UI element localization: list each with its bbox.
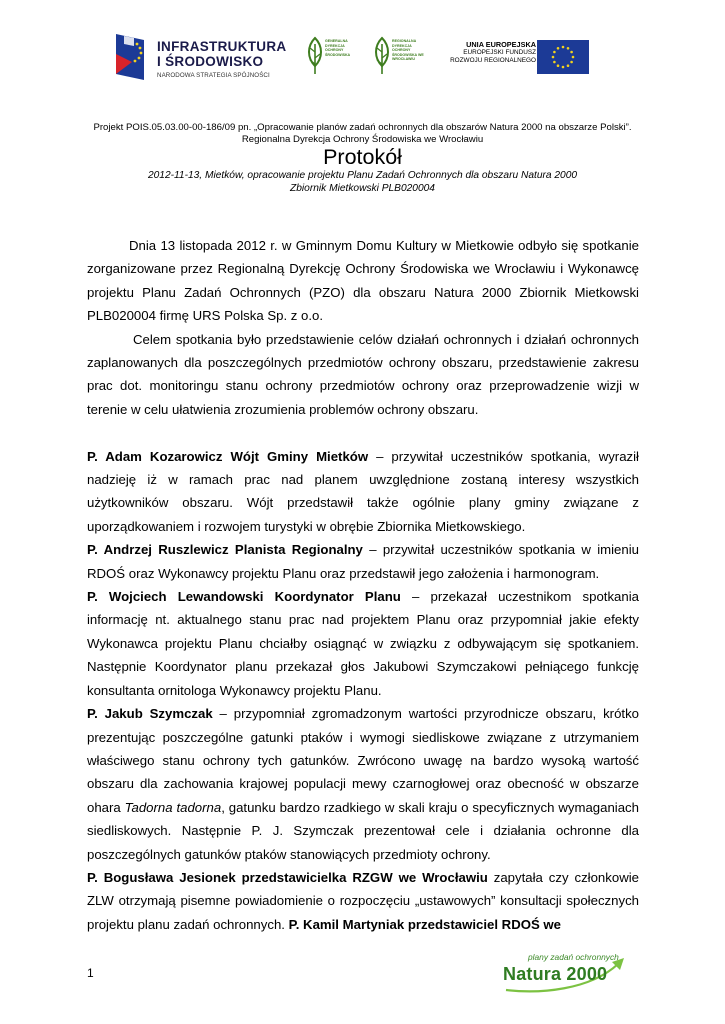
leaf-emblem-icon (305, 36, 325, 76)
speaker-statement: zapytała czy członkowie ZLW otrzymają pisemne powiadomienie o rozpoczęciu „ustawowych” konsultacji społecznych projektu planu zadań ochronnych. (87, 869, 639, 932)
infrastruktura-emblem-icon (112, 32, 148, 82)
eu-fund-line2: ROZWOJU REGIONALNEGO (450, 57, 536, 64)
paragraph-szymczak (87, 702, 639, 866)
strategy-caption: NARODOWA STRATEGIA SPÓJNOŚCI (157, 72, 270, 79)
paragraph-jesionek (87, 866, 639, 936)
eu-title: UNIA EUROPEJSKA (466, 40, 536, 49)
species-name: Tadorna tadorna (124, 799, 222, 815)
rdos-logo (372, 34, 424, 80)
project-header (60, 122, 665, 145)
paragraph-gap (87, 421, 639, 444)
speaker-name: P. Andrzej Ruszlewicz Planista Regionalny (87, 542, 363, 558)
project-line-2: Regionalna Dyrekcja Ochrony Środowiska we Wrocławiu (241, 133, 484, 145)
paragraph-purpose: Celem spotkania było przedstawienie celów działań ochronnych i działań ochronnych zaplanowanych dla poszczególnych przedmiotów ochrony obszaru, przedstawienie zakresu prac dot. monitoringu stanu ochrony przedmiotów ochrony oraz przeprowadzenie wizji w terenie w celu ułatwienia zrozumienia problemów ochrony obszaru. (87, 331, 639, 417)
gdos-logo (305, 34, 357, 80)
natura-2000-wordmark: Natura 2000 (503, 964, 608, 984)
rdos-caption: REGIONALNA DYREKCJA OCHRONY ŚRODOWISKA WE WROCŁAWIU (392, 39, 424, 62)
speaker-statement: – przywitał uczestników spotkania w imieniu RDOŚ oraz Wykonawcy projektu Planu oraz przedstawił jego założenia i harmonogram. (87, 542, 639, 581)
speaker-name: P. Wojciech Lewandowski Koordynator Planu (87, 589, 401, 605)
header-logo-bar (0, 26, 725, 86)
speaker-name: P. Bogusława Jesionek przedstawicielka RZGW we Wrocławiu (87, 869, 488, 885)
paragraph-kozarowicz (87, 445, 639, 539)
speaker-name-next: P. Kamil Martyniak przedstawiciel RDOŚ we (288, 916, 562, 932)
leaf-emblem-icon (372, 36, 392, 76)
speaker-name: P. Adam Kozarowicz Wójt Gminy Mietków (87, 448, 369, 464)
project-line-1: Projekt POIS.05.03.00-00-186/09 pn. „Opracowanie planów zadań ochronnych dla obszarów Natura 2000 na obszarze Polski”. (93, 122, 632, 133)
eu-text-block (440, 40, 536, 65)
srodowisko-title: I ŚRODOWISKO (157, 54, 264, 69)
natura-2000-logo (500, 950, 630, 994)
speaker-statement: – przywitał uczestników spotkania, wyraził nadzieję iż w ramach prac nad planem uwzględnione zostaną interesy wszystkich użytkowników obszaru. Wójt przedstawił także ogólnie plany gminy związane z uporządkowaniem i rozwojem turystyki w obrębie Zbiornika Mietkowskiego. (87, 448, 639, 534)
eu-fund-line1: EUROPEJSKI FUNDUSZ (463, 49, 536, 56)
speaker-statement: – przypomniał zgromadzonym wartości przyrodnicze obszaru, krótko prezentując poszczególne gatunki ptaków i wymogi siedliskowe związane z utrzymaniem właściwego stanu ochrony tych gatunków. Zwrócono uwagę na bardzo wysoką wartość obszaru dla zachowania krajowej populacji mewy czarnogłowej oraz obecność w obszarze ohara (87, 706, 639, 815)
subtitle-line-1: 2012-11-13, Mietków, opracowanie projektu Planu Zadań Ochronnych dla obszaru Natura 2000 (147, 170, 578, 181)
gdos-caption: GENERALNA DYREKCJA OCHRONY ŚRODOWISKA (325, 39, 351, 57)
eu-flag-icon (537, 40, 589, 74)
document-body (87, 234, 639, 936)
paragraph-ruszlewicz (87, 538, 639, 585)
page-number: 1 (87, 966, 94, 980)
speaker-statement-cont: , gatunku bardzo rzadkiego w skali kraju o specyficznych wymaganiach siedliskowych. Następnie P. J. Szymczak prezentował cele i działania ochronne dla poszczególnych gatunków ptaków stanowiących przedmioty ochrony. (87, 799, 639, 862)
infrastruktura-logo (112, 28, 287, 84)
document-title: Protokół (323, 145, 402, 169)
subtitle-line-2: Zbiornik Mietkowski PLB020004 (290, 182, 435, 194)
speaker-name: P. Jakub Szymczak (87, 706, 213, 722)
paragraph-lewandowski (87, 585, 639, 702)
speaker-statement: – przekazał uczestnikom spotkania informację nt. aktualnego stanu prac nad projektem Planu oraz przypomniał jakie efekty Wykonawca projektu Planu chciałby osiągnąć w związku z odbywającym się spotkaniem. Następnie Koordynator planu przekazał głos Jakubowi Szymczakowi pełniącego funkcję konsultanta ornitologa Wykonawcy projektu Planu. (87, 589, 639, 698)
paragraph-intro: Dnia 13 listopada 2012 r. w Gminnym Domu Kultury w Mietkowie odbyło się spotkanie zorganizowane przez Regionalną Dyrekcję Ochrony Środowiska we Wrocławiu i Wykonawcę projektu Planu Zadań Ochronnych (PZO) dla obszaru Natura 2000 Zbiornik Mietkowski PLB020004 firmę URS Polska Sp. z o.o. (87, 238, 639, 324)
infrastruktura-title: INFRASTRUKTURA (157, 39, 287, 54)
natura-2000-tagline: plany zadań ochronnych (528, 952, 619, 962)
document-subtitle (60, 170, 665, 195)
